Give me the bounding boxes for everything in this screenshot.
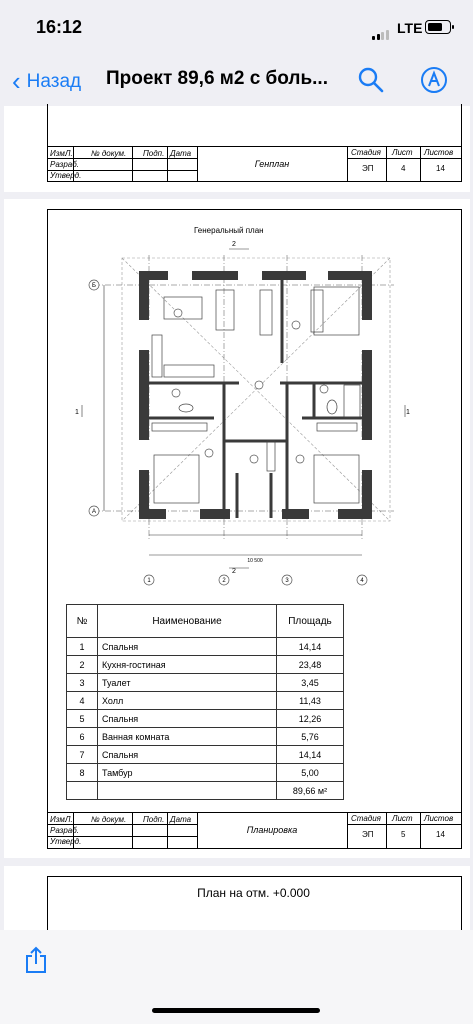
tb-list: Лист	[392, 814, 413, 823]
row-area: 23,48	[277, 656, 344, 674]
row-name: Кухня-гостиная	[98, 656, 277, 674]
tb-data: Дата	[170, 815, 192, 824]
tb-izm: Изм.	[50, 815, 68, 824]
tb-razrab: Разраб.	[50, 160, 79, 169]
row-name: Спальня	[98, 710, 277, 728]
battery-icon	[425, 20, 451, 34]
tb-razrab: Разраб.	[50, 826, 79, 835]
axis-label-1: 1	[147, 578, 151, 584]
tb-listov: Листов	[424, 148, 454, 157]
tb-utverd: Утверд.	[50, 837, 82, 846]
table-row	[67, 764, 344, 782]
row-area: 12,26	[277, 710, 344, 728]
col-header-name: Наименование	[98, 605, 277, 638]
section-mark-bottom: 2	[232, 568, 236, 575]
tb-stadia: Стадия	[351, 814, 381, 823]
row-num: 5	[67, 710, 98, 728]
tb-list: Лист	[392, 148, 413, 157]
sheets-value: 14	[436, 830, 445, 839]
row-num: 6	[67, 728, 98, 746]
tb-doc: № докум.	[91, 815, 127, 824]
row-num: 4	[67, 692, 98, 710]
navigation-bar	[0, 56, 473, 106]
sheets-value: 14	[436, 164, 445, 173]
axis-label-3: 3	[285, 578, 289, 584]
tb-stadia: Стадия	[351, 148, 381, 157]
table-row	[67, 728, 344, 746]
col-header-area: Площадь	[277, 605, 344, 638]
row-name: Ванная комната	[98, 728, 277, 746]
tb-l: Л.	[65, 815, 73, 824]
row-name: Спальня	[98, 638, 277, 656]
tb-l: Л.	[65, 149, 73, 158]
sheet-value: 5	[401, 830, 406, 839]
room-table	[66, 604, 344, 800]
row-num: 7	[67, 746, 98, 764]
row-num: 3	[67, 674, 98, 692]
pdf-page-3	[4, 866, 470, 936]
search-icon[interactable]	[357, 66, 385, 94]
sheet-name: Планировка	[246, 825, 298, 835]
tb-utverd: Утверд.	[50, 171, 82, 180]
title-block	[47, 146, 461, 182]
axis-label-4: 4	[360, 578, 364, 584]
row-area: 3,45	[277, 674, 344, 692]
back-label: Назад	[26, 71, 82, 92]
row-num: 8	[67, 764, 98, 782]
page-heading: План на отм. +0.000	[197, 886, 310, 900]
table-row	[67, 710, 344, 728]
table-row	[67, 674, 344, 692]
row-area: 5,00	[277, 764, 344, 782]
dim-total: 10 500	[247, 558, 263, 564]
document-title: Проект 89,6 м2 с боль...	[106, 68, 328, 89]
tb-izm: Изм.	[50, 149, 68, 158]
row-num: 2	[67, 656, 98, 674]
status-bar	[0, 0, 473, 56]
table-row	[67, 656, 344, 674]
pdf-page-1	[4, 106, 470, 192]
stage-value: ЭП	[362, 164, 374, 173]
table-row	[67, 746, 344, 764]
tb-data: Дата	[170, 149, 192, 158]
row-name: Тамбур	[98, 764, 277, 782]
axis-label-2: 2	[222, 578, 226, 584]
sheet-name: Генплан	[254, 159, 290, 169]
row-name: Холл	[98, 692, 277, 710]
title-block	[47, 812, 461, 848]
table-row	[67, 638, 344, 656]
tb-podp: Подп.	[143, 815, 165, 824]
row-area: 14,14	[277, 746, 344, 764]
row-area: 14,14	[277, 638, 344, 656]
floor-plan-drawing	[74, 235, 414, 591]
status-time: 16:12	[36, 17, 83, 37]
sheet-value: 4	[401, 164, 406, 173]
col-header-num: №	[67, 605, 98, 638]
table-total-row	[67, 782, 344, 800]
row-name: Спальня	[98, 746, 277, 764]
tb-listov: Листов	[424, 814, 454, 823]
signal-icon	[372, 22, 390, 40]
cut-mark-left: 1	[75, 409, 79, 416]
network-label: LTE	[397, 20, 423, 36]
section-mark-top: 2	[232, 241, 236, 248]
share-icon[interactable]	[24, 946, 48, 974]
tb-doc: № докум.	[91, 149, 127, 158]
row-area: 5,76	[277, 728, 344, 746]
markup-icon[interactable]	[420, 66, 448, 94]
plan-title: Генеральный план	[194, 226, 264, 235]
total-area: 89,66 м²	[277, 782, 344, 800]
cut-mark-right: 1	[406, 409, 410, 416]
tb-podp: Подп.	[143, 149, 165, 158]
chevron-left-icon: ‹	[12, 66, 21, 96]
row-name: Туалет	[98, 674, 277, 692]
axis-label-b: Б	[92, 283, 96, 289]
axis-label-a: А	[91, 509, 97, 515]
home-indicator	[152, 1008, 320, 1013]
pdf-page-2	[4, 199, 470, 858]
table-row	[67, 692, 344, 710]
row-num: 1	[67, 638, 98, 656]
row-area: 11,43	[277, 692, 344, 710]
back-button[interactable]	[12, 66, 81, 97]
stage-value: ЭП	[362, 830, 374, 839]
